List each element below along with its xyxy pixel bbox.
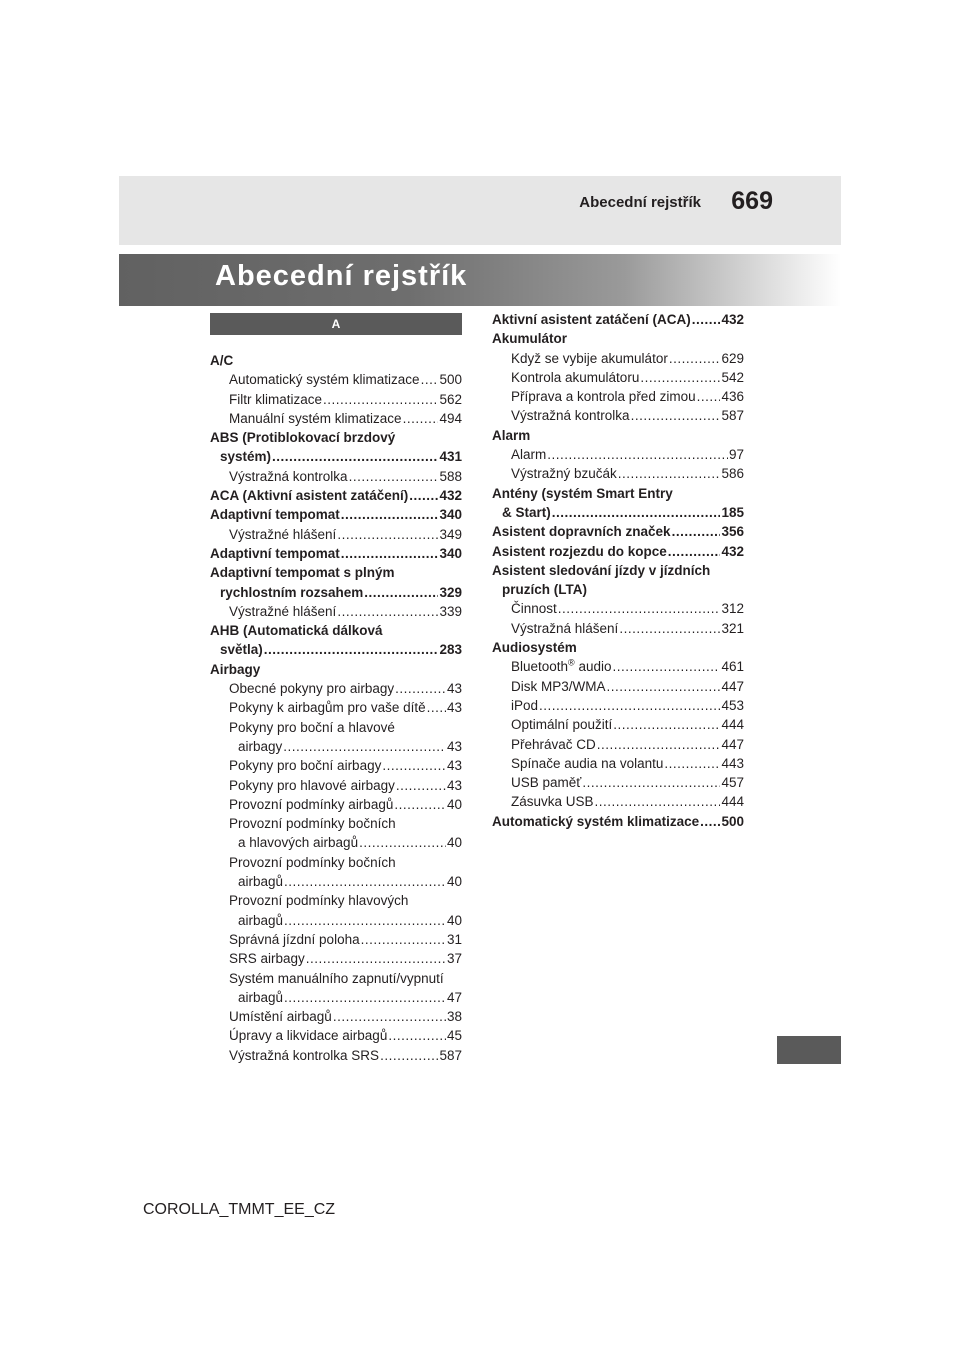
entry-page-number: 431 [439, 449, 462, 465]
entry-page-number: 461 [721, 659, 744, 675]
entry-page-number: 432 [721, 543, 744, 559]
entry-term: Příprava a kontrola před zimou [511, 389, 696, 405]
entry-term: Výstražné hlášení [229, 526, 337, 542]
entry-term: pruzích (LTA) [502, 582, 587, 598]
index-entry [210, 544, 462, 563]
entry-term: světla) [220, 642, 263, 658]
entry-page-number: 349 [439, 526, 462, 542]
index-entry [492, 349, 744, 368]
entry-term: Pokyny pro boční a hlavové [229, 719, 395, 735]
page-title: Abecední rejstřík [215, 260, 468, 292]
index-entry [210, 390, 462, 409]
dot-leader [341, 544, 439, 563]
dot-leader [700, 812, 720, 831]
entry-page-number: 312 [721, 601, 744, 617]
entry-term: iPod [511, 697, 539, 713]
entry-term: USB paměť [511, 775, 582, 791]
index-entries-right [492, 310, 744, 831]
entry-term: AHB (Automatická dálková [210, 623, 383, 639]
entry-term: Provozní podmínky bočních [229, 854, 396, 870]
dot-leader [697, 387, 721, 406]
dot-leader [619, 619, 720, 638]
entry-term: Provozní podmínky bočních [229, 816, 396, 832]
index-entry [210, 776, 462, 795]
entry-term: Alarm [511, 447, 547, 463]
entry-term: Výstražná kontrolka SRS [229, 1047, 380, 1063]
index-entry [210, 409, 462, 428]
dot-leader [612, 657, 720, 676]
index-entry [210, 911, 462, 930]
dot-leader [669, 349, 721, 368]
entry-page-number: 587 [439, 1047, 462, 1063]
entry-term: & Start) [502, 504, 551, 520]
entry-term: Když se vybije akumulátor [511, 350, 668, 366]
index-entry [492, 696, 744, 715]
entry-page-number: 586 [721, 466, 744, 482]
entry-term: ABS (Protiblokovací brzdový [210, 430, 396, 446]
index-entry [492, 329, 744, 348]
index-entry [210, 1007, 462, 1026]
dot-leader [558, 599, 721, 618]
dot-leader [284, 988, 446, 1007]
entry-page-number: 43 [446, 738, 462, 754]
index-column-left [210, 310, 462, 1065]
entry-page-number: 340 [439, 507, 462, 523]
entry-page-number: 38 [446, 1009, 462, 1025]
index-entry [210, 969, 462, 988]
dot-leader [427, 698, 446, 717]
entry-page-number: 43 [446, 700, 462, 716]
entry-term: Provozní podmínky airbagů [229, 796, 394, 812]
entry-term: Optimální použití [511, 717, 613, 733]
index-entry [210, 853, 462, 872]
index-entry [492, 619, 744, 638]
index-entry [492, 310, 744, 329]
index-entry [492, 522, 744, 541]
entry-term: Výstražná kontrolka [511, 408, 630, 424]
index-entry [210, 833, 462, 852]
dot-leader [396, 776, 446, 795]
entry-term: Pokyny pro boční airbagy [229, 758, 382, 774]
dot-leader [283, 737, 446, 756]
entry-term: Přehrávač CD [511, 736, 596, 752]
entry-term: Akumulátor [492, 331, 568, 347]
index-entry [210, 737, 462, 756]
index-entry [492, 754, 744, 773]
index-entry [492, 542, 744, 561]
index-entry [210, 679, 462, 698]
index-entry [492, 792, 744, 811]
dot-leader [547, 445, 728, 464]
dot-leader [618, 464, 721, 483]
index-entry [210, 447, 462, 466]
entry-term: Asistent dopravních značek [492, 524, 671, 540]
entry-term: Adaptivní tempomat [210, 545, 340, 561]
entry-page-number: 45 [446, 1028, 462, 1044]
dot-leader [341, 505, 439, 524]
entry-page-number: 432 [721, 312, 744, 327]
dot-leader [349, 467, 439, 486]
index-entry [210, 486, 462, 505]
index-entries-left [210, 351, 462, 1065]
dot-leader [382, 756, 446, 775]
index-entry [492, 368, 744, 387]
index-entry [210, 988, 462, 1007]
entry-page-number: 444 [721, 717, 744, 733]
entry-term: Umístění airbagů [229, 1009, 332, 1025]
entry-term: Airbagy [210, 661, 261, 677]
index-entry [210, 1046, 462, 1065]
dot-leader [323, 390, 438, 409]
index-entry [492, 715, 744, 734]
entry-term: Spínače audia na volantu [511, 755, 664, 771]
entry-term: Filtr klimatizace [229, 391, 323, 407]
entry-term: Výstražná kontrolka [229, 468, 348, 484]
dot-leader [607, 677, 721, 696]
entry-term: Alarm [492, 427, 531, 443]
index-entry [492, 580, 744, 599]
dot-leader [388, 1026, 446, 1045]
entry-term: Úpravy a likvidace airbagů [229, 1028, 388, 1044]
entry-term: Bluetooth® audio [511, 657, 612, 675]
entry-term: airbagů [238, 912, 284, 928]
index-entry [210, 756, 462, 775]
page-number: 669 [731, 187, 773, 215]
index-entry [492, 561, 744, 580]
index-entry [210, 351, 462, 370]
entry-page-number: 500 [439, 372, 462, 388]
index-entry [210, 949, 462, 968]
entry-term: Asistent rozjezdu do kopce [492, 543, 667, 559]
entry-term: Automatický systém klimatizace [229, 372, 420, 388]
index-entry [492, 426, 744, 445]
dot-leader [421, 370, 439, 389]
entry-term: Činnost [511, 601, 557, 617]
entry-page-number: 31 [446, 931, 462, 947]
entry-term: airbagů [238, 874, 284, 890]
index-entry [210, 505, 462, 524]
entry-term: Systém manuálního zapnutí/vypnutí [229, 970, 444, 986]
entry-page-number: 37 [446, 951, 462, 967]
entry-page-number: 588 [439, 468, 462, 484]
index-entry [492, 638, 744, 657]
letter-heading: A [210, 313, 462, 335]
dot-leader [361, 930, 446, 949]
section-thumb-tab [777, 1036, 841, 1064]
entry-term: Aktivní asistent zatáčení (ACA) [492, 312, 691, 327]
dot-leader [284, 911, 446, 930]
entry-page-number: 339 [439, 603, 462, 619]
document-code: COROLLA_TMMT_EE_CZ [143, 1201, 336, 1218]
registered-mark: ® [568, 657, 575, 668]
entry-page-number: 40 [446, 796, 462, 812]
dot-leader [539, 696, 720, 715]
entry-term: Výstražné hlášení [229, 603, 337, 619]
entry-term: Pokyny pro hlavové airbagy [229, 777, 395, 793]
index-entry [210, 563, 462, 582]
entry-term: Obecné pokyny pro airbagy [229, 681, 395, 697]
index-entry [492, 406, 744, 425]
dot-leader [403, 409, 439, 428]
dot-leader [672, 522, 721, 541]
entry-term: airbagy [238, 738, 283, 754]
entry-page-number: 340 [439, 545, 462, 561]
index-entry [492, 677, 744, 696]
index-entry [492, 812, 744, 831]
entry-page-number: 43 [446, 758, 462, 774]
entry-page-number: 40 [446, 874, 462, 890]
index-entry [210, 640, 462, 659]
index-entry [210, 1026, 462, 1045]
entry-page-number: 283 [439, 642, 462, 658]
entry-page-number: 43 [446, 777, 462, 793]
entry-page-number: 500 [721, 813, 744, 829]
dot-leader [664, 754, 720, 773]
entry-term: Adaptivní tempomat [210, 507, 340, 523]
entry-page-number: 443 [721, 755, 744, 771]
dot-leader [395, 679, 446, 698]
entry-page-number: 542 [721, 369, 744, 385]
entry-page-number: 587 [721, 408, 744, 424]
dot-leader [380, 1046, 438, 1065]
index-entry [492, 387, 744, 406]
dot-leader [692, 310, 721, 329]
index-entry [210, 872, 462, 891]
entry-term: systém) [220, 449, 272, 465]
entry-term: Audiosystém [492, 640, 577, 656]
dot-leader [359, 833, 446, 852]
entry-term: ACA (Aktivní asistent zatáčení) [210, 488, 409, 504]
dot-leader [552, 503, 721, 522]
dot-leader [613, 715, 720, 734]
entry-term: Provozní podmínky hlavových [229, 893, 409, 909]
entry-page-number: 447 [721, 736, 744, 752]
index-entry [492, 773, 744, 792]
entry-page-number: 436 [721, 389, 744, 405]
index-entry [492, 599, 744, 618]
entry-term: Disk MP3/WMA [511, 678, 606, 694]
index-entry [492, 484, 744, 503]
entry-page-number: 629 [721, 350, 744, 366]
index-entry [210, 428, 462, 447]
index-entry [210, 891, 462, 910]
title-banner [119, 254, 841, 306]
entry-page-number: 432 [439, 488, 462, 504]
entry-term: Automatický systém klimatizace [492, 813, 700, 829]
index-entry [210, 467, 462, 486]
entry-page-number: 40 [446, 835, 462, 851]
entry-page-number: 329 [439, 584, 462, 600]
dot-leader [631, 406, 721, 425]
entry-page-number: 457 [721, 775, 744, 791]
index-entry [210, 795, 462, 814]
dot-leader [640, 368, 720, 387]
index-entry [210, 602, 462, 621]
dot-leader [333, 1007, 446, 1026]
entry-page-number: 185 [721, 504, 744, 520]
entry-page-number: 453 [721, 697, 744, 713]
entry-page-number: 447 [721, 678, 744, 694]
index-entry [210, 930, 462, 949]
entry-page-number: 444 [721, 794, 744, 810]
entry-page-number: 321 [721, 620, 744, 636]
index-entry [210, 814, 462, 833]
entry-term: a hlavových airbagů [238, 835, 359, 851]
index-entry [210, 660, 462, 679]
dot-leader [595, 792, 721, 811]
dot-leader [337, 525, 438, 544]
index-entry [492, 464, 744, 483]
dot-leader [337, 602, 438, 621]
entry-term: Zásuvka USB [511, 794, 594, 810]
entry-term: Správná jízdní poloha [229, 931, 360, 947]
entry-term: Asistent sledování jízdy v jízdních [492, 562, 711, 578]
entry-page-number: 494 [439, 410, 462, 426]
dot-leader [668, 542, 721, 561]
index-entry [492, 657, 744, 676]
entry-page-number: 47 [446, 989, 462, 1005]
dot-leader [409, 486, 438, 505]
index-entry [492, 445, 744, 464]
entry-term: Pokyny k airbagům pro vaše dítě [229, 700, 426, 716]
index-entry [210, 718, 462, 737]
index-entry [492, 503, 744, 522]
index-entry [210, 621, 462, 640]
index-column-right [492, 310, 744, 831]
entry-term: SRS airbagy [229, 951, 305, 967]
index-entry [210, 525, 462, 544]
index-entry [492, 735, 744, 754]
entry-term: Kontrola akumulátoru [511, 369, 640, 385]
dot-leader [364, 583, 438, 602]
dot-leader [284, 872, 446, 891]
index-entry [210, 698, 462, 717]
entry-term: Výstražný bzučák [511, 466, 617, 482]
entry-page-number: 562 [439, 391, 462, 407]
entry-term: Výstražná hlášení [511, 620, 619, 636]
entry-page-number: 356 [721, 524, 744, 540]
entry-term: airbagů [238, 989, 284, 1005]
dot-leader [272, 447, 438, 466]
dot-leader [394, 795, 446, 814]
entry-page-number: 97 [728, 447, 744, 463]
dot-leader [582, 773, 720, 792]
dot-leader [264, 640, 439, 659]
dot-leader [597, 735, 721, 754]
index-entry [210, 583, 462, 602]
entry-term: A/C [210, 353, 234, 368]
entry-term: rychlostním rozsahem [220, 584, 364, 600]
index-entry [210, 370, 462, 389]
running-header [119, 176, 841, 245]
entry-page-number: 40 [446, 912, 462, 928]
entry-term: Manuální systém klimatizace [229, 410, 402, 426]
dot-leader [306, 949, 446, 968]
header-section-title: Abecední rejstřík [579, 194, 701, 211]
entry-term: Antény (systém Smart Entry [492, 485, 673, 501]
entry-page-number: 43 [446, 681, 462, 697]
entry-term: Adaptivní tempomat s plným [210, 565, 395, 581]
